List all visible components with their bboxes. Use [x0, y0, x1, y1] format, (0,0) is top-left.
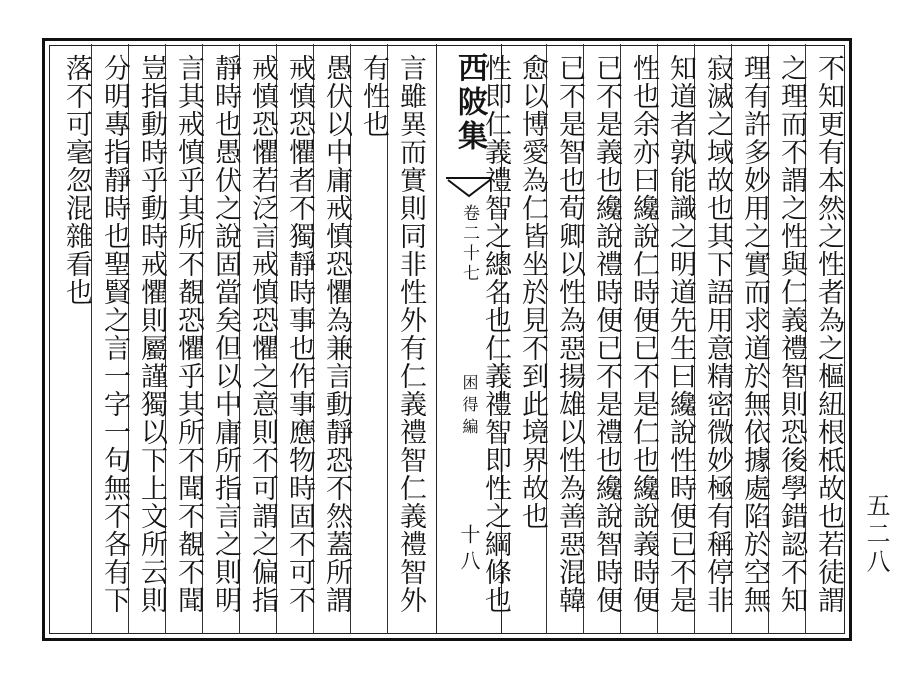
text-column: 已不是智也荀卿以性為惡揚雄以性為善惡混韓	[554, 54, 585, 614]
text-column: 不知更有本然之性者為之樞紐根柢故也若徒謂	[813, 54, 844, 614]
text-column: 愚伏以中庸戒慎恐懼為兼言動靜恐不然蓋所謂	[321, 54, 352, 614]
text-column: 有性也	[358, 54, 389, 138]
text-column: 戒慎恐懼者不獨靜時事也作事應物時固不可不	[284, 54, 315, 614]
text-column: 分明專指靜時也聖賢之言一字一句無不各有下	[99, 54, 130, 614]
text-column: 靜時也愚伏之說固當矣但以中庸所指言之則明	[210, 54, 241, 614]
text-column: 理有許多妙用之實而求道於無依據處陷於空無	[739, 54, 770, 614]
collection-title: 西陂集	[452, 52, 487, 154]
text-column: 寂滅之域故也其下語用意精密微妙極有稱停非	[702, 54, 733, 614]
text-column: 豈指動時乎動時戒懼則屬謹獨以下上文所云則	[136, 54, 167, 614]
text-column: 落不可毫忽混雜看也	[61, 54, 92, 306]
text-column: 戒慎恐懼若泛言戒慎恐懼之意則不可謂之偏指	[247, 54, 278, 614]
text-column: 性也余亦曰纔說仁時便已不是仁也纔說義時便	[628, 54, 659, 614]
volume-label: 卷二十七	[459, 204, 479, 284]
text-column: 知道者孰能識之明道先生曰纔說性時便已不是	[665, 54, 696, 614]
text-area	[52, 44, 848, 634]
page-number: 五二八	[862, 493, 890, 577]
text-column: 言其戒慎乎其所不覩恐懼乎其所不聞不覩不聞	[173, 54, 204, 614]
text-column: 愈以博愛為仁皆坐於見不到此境界故也	[517, 54, 548, 530]
section-label: 困得編	[460, 374, 479, 440]
text-column: 言雖異而實則同非性外有仁義禮智仁義禮智外	[395, 54, 426, 614]
text-column: 已不是義也纔說禮時便已不是禮也纔說智時便	[591, 54, 622, 614]
text-column: 之理而不謂之性與仁義禮智則恐後學錯認不知	[776, 54, 807, 614]
banner-rule	[436, 44, 437, 634]
leaf-number: 十八	[457, 524, 481, 576]
text-column: 性即仁義禮智之總名也仁義禮智即性之綱條也	[480, 54, 511, 614]
